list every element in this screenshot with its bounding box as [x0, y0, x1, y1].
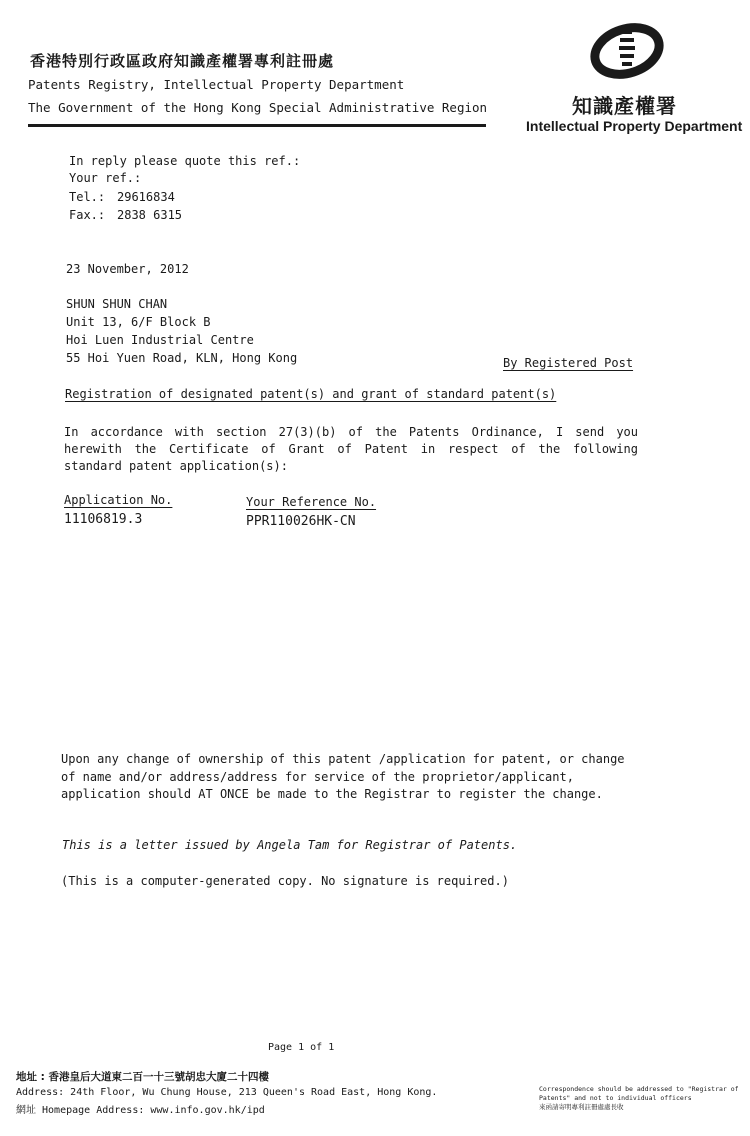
- fax-label: Fax.:: [69, 208, 106, 222]
- letter-date: 23 November, 2012: [66, 262, 189, 276]
- correspondence-note-line1: Correspondence should be addressed to "Registrar of: [539, 1085, 739, 1093]
- table-header-application-no: Application No.: [64, 493, 173, 507]
- footer-homepage: 網址 Homepage Address: www.info.gov.hk/ipd: [16, 1105, 265, 1116]
- recipient-address-line3: 55 Hoi Yuen Road, KLN, Hong Kong: [66, 351, 298, 365]
- computer-generated-note: (This is a computer-generated copy. No signature is required.): [61, 874, 509, 888]
- fax-value: 2838 6315: [117, 208, 183, 222]
- footer-address-chinese: 地址 : 香港皇后大道東二百一十三號胡忠大廈二十四樓: [16, 1071, 270, 1083]
- recipient-name: SHUN SHUN CHAN: [66, 297, 168, 311]
- org-name-line1: Patents Registry, Intellectual Property Department: [28, 77, 405, 92]
- tel-value: 29616834: [117, 190, 175, 204]
- dept-name-english: Intellectual Property Department: [526, 118, 743, 134]
- correspondence-note-line3: 來函請寄明專利註冊處處長收: [539, 1103, 624, 1111]
- correspondence-note-line2: Patents" and not to individual officers: [539, 1094, 692, 1102]
- tel-label: Tel.:: [69, 190, 106, 204]
- footer-address-english: Address: 24th Floor, Wu Chung House, 213 Queen's Road East, Hong Kong.: [16, 1087, 438, 1098]
- table-cell-application-no: 11106819.3: [64, 512, 143, 527]
- table-header-your-reference: Your Reference No.: [246, 495, 377, 509]
- delivery-method: By Registered Post: [503, 356, 634, 370]
- table-cell-your-reference: PPR110026HK-CN: [246, 514, 356, 529]
- org-name-line2: The Government of the Hong Kong Special Administrative Region: [28, 100, 488, 115]
- body-paragraph: In accordance with section 27(3)(b) of the Patents Ordinance, I send you herewith the Certificate of Grant of Patent in respect of the following standard patent application(s):: [64, 425, 638, 473]
- your-ref-label: Your ref.:: [69, 171, 142, 185]
- dept-name-chinese: 知識產權署: [572, 94, 677, 118]
- recipient-address-line1: Unit 13, 6/F Block B: [66, 315, 211, 329]
- recipient-address-line2: Hoi Luen Industrial Centre: [66, 333, 254, 347]
- quote-ref-label: In reply please quote this ref.:: [69, 154, 301, 168]
- page-number: Page 1 of 1: [268, 1042, 335, 1053]
- subject-line: Registration of designated patent(s) and grant of standard patent(s): [65, 387, 557, 401]
- header-rule: [28, 124, 486, 127]
- org-name-chinese: 香港特別行政區政府知識產權署專利註冊處: [30, 52, 335, 70]
- issued-by-note: This is a letter issued by Angela Tam for Registrar of Patents.: [62, 838, 518, 852]
- ipd-logo-icon: [588, 20, 666, 82]
- ownership-change-notice: Upon any change of ownership of this patent /application for patent, or change of name and/or address/address for service of the proprietor/applicant, application should AT ONCE be made to the Registrar to register the change.: [61, 752, 625, 801]
